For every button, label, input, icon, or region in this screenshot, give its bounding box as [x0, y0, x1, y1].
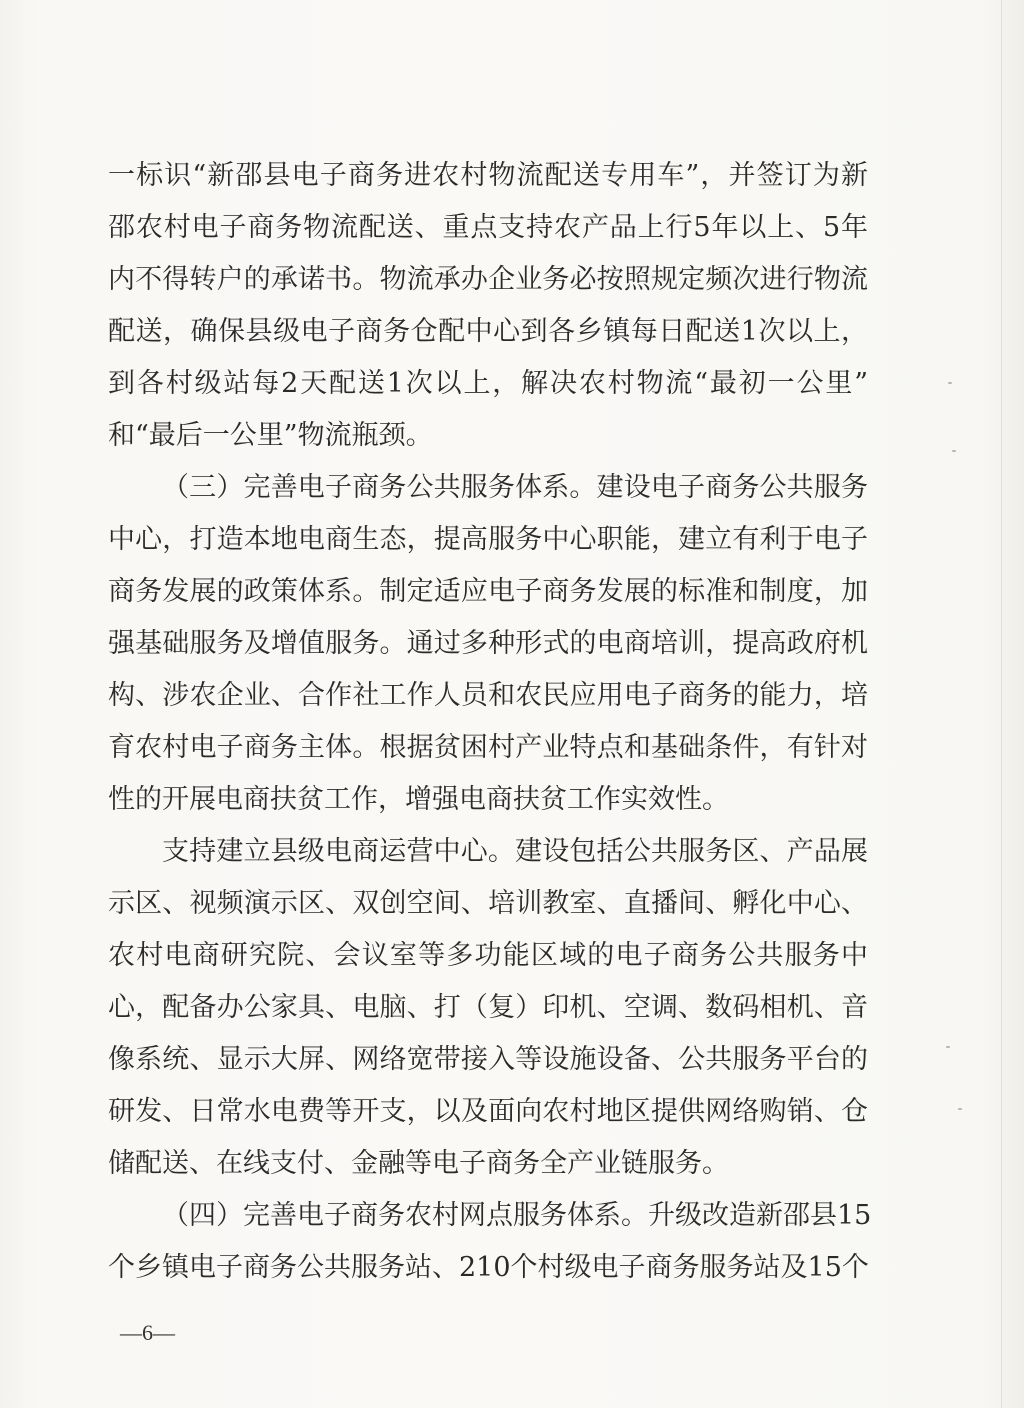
paragraph-2-line-1: （三）完善电子商务公共服务体系。建设电子商务公共服务: [162, 472, 868, 503]
paragraph-1-line-1: 一标识“新邵县电子商务进农村物流配送专用车”，并签订为新: [108, 160, 868, 191]
paragraph-1-line-2: 邵农村电子商务物流配送、重点支持农产品上行5年以上、5年: [108, 212, 868, 243]
page-number: —6—: [120, 1320, 175, 1345]
paragraph-4-line-2: 个乡镇电子商务公共服务站、210个村级电子商务服务站及15个: [108, 1252, 869, 1283]
paragraph-2-line-4: 强基础服务及增值服务。通过多种形式的电商培训，提高政府机: [108, 628, 868, 659]
paragraph-1-line-4: 配送，确保县级电子商务仓配中心到各乡镇每日配送1次以上，: [108, 316, 868, 347]
paragraph-3-line-3: 农村电商研究院、会议室等多功能区域的电子商务公共服务中: [108, 940, 868, 971]
page-edge-line: [1001, 0, 1002, 1408]
paragraph-4-line-1: （四）完善电子商务农村网点服务体系。升级改造新邵县15: [162, 1200, 872, 1231]
paragraph-2-line-6: 育农村电子商务主体。根据贫困村产业特点和基础条件，有针对: [108, 732, 868, 763]
paragraph-1-line-3: 内不得转户的承诺书。物流承办企业务必按照规定频次进行物流: [108, 264, 868, 295]
scan-speck: [948, 382, 952, 384]
paragraph-1-line-6: 和“最后一公里”物流瓶颈。: [108, 420, 433, 451]
paragraph-2-line-3: 商务发展的政策体系。制定适应电子商务发展的标准和制度，加: [108, 576, 868, 607]
paragraph-3-line-4: 心，配备办公家具、电脑、打（复）印机、空调、数码相机、音: [108, 992, 868, 1023]
paragraph-3-line-6: 研发、日常水电费等开支，以及面向农村地区提供网络购销、仓: [108, 1096, 868, 1127]
scan-speck: [946, 1046, 950, 1048]
paragraph-1-line-5: 到各村级站每2天配送1次以上，解决农村物流“最初一公里”: [108, 368, 868, 399]
paragraph-2-line-5: 构、涉农企业、合作社工作人员和农民应用电子商务的能力，培: [108, 680, 868, 711]
paragraph-2-line-7: 性的开展电商扶贫工作，增强电商扶贫工作实效性。: [108, 784, 729, 815]
document-body: [108, 150, 872, 1294]
paragraph-3-line-7: 储配送、在线支付、金融等电子商务全产业链服务。: [108, 1148, 729, 1179]
paragraph-3-line-2: 示区、视频演示区、双创空间、培训教室、直播间、孵化中心、: [108, 888, 868, 919]
paragraph-3-line-5: 像系统、显示大屏、网络宽带接入等设施设备、公共服务平台的: [108, 1044, 868, 1075]
scan-speck: [952, 450, 956, 452]
scan-speck: [958, 1108, 962, 1110]
paragraph-3-line-1: 支持建立县级电商运营中心。建设包括公共服务区、产品展: [162, 836, 868, 867]
paragraph-2-line-2: 中心，打造本地电商生态，提高服务中心职能，建立有利于电子: [108, 524, 868, 555]
